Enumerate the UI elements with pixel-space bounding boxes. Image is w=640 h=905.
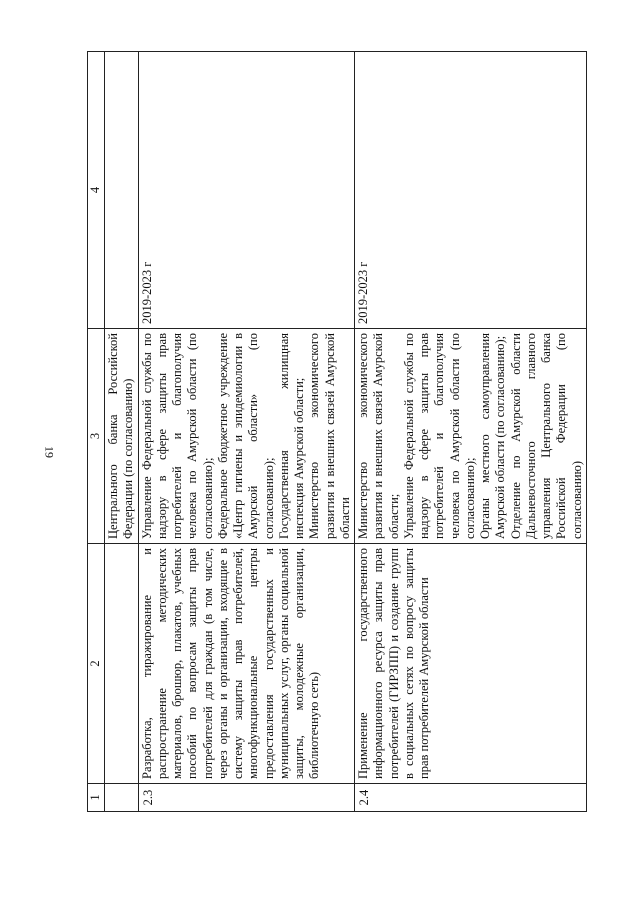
header-col-4: 4 [88,52,105,329]
executor-line: Управление Федеральной службы по надзору в сфере защиты прав потребителей и благополучия человека по Амурской области (по согласованию); [401,333,477,539]
row-number [105,784,139,812]
executor-line: Органы местного самоуправления Амурской области (по согласованию); [478,333,508,539]
executor-line: Управление Федеральной службы по надзору в сфере защиты прав потребителей и благополучия человека по Амурской области (по согласованию); [139,333,215,539]
term-cell [105,52,139,329]
executor-line: Государственная жилищная инспекция Амурской области; [276,333,306,539]
table-row [138,52,355,812]
executor-line: Отделение по Амурской области Дальневосточного главного управления Центрального банка Российской Федерации (по согласованию) [508,333,584,539]
executor-line: Министерство экономического развития и внешних связей Амурской области [307,333,352,539]
header-row [88,52,105,812]
header-col-3: 3 [88,329,105,544]
measure-cell [105,544,139,784]
executor-line: Федеральное бюджетное учреждение «Центр гигиены и эпидемиологии в Амурской области» (по согласованию); [215,333,276,539]
executors-cell [355,329,587,544]
header-col-2: 2 [88,544,105,784]
executors-cell [138,329,355,544]
executors-cell [105,329,139,544]
term-cell: 2019-2023 г [138,52,355,329]
term-cell: 2019-2023 г [355,52,587,329]
header-col-1: 1 [88,784,105,812]
executor-line: Центрального банка Российской Федерации (по согласованию) [106,333,136,539]
executor-line: Министерство экономического развития и внешних связей Амурской области; [356,333,401,539]
table-row [105,52,139,812]
row-number: 2.4 [355,784,587,812]
table-row [355,52,587,812]
rotated-table-wrapper [87,52,584,812]
measure-cell: Применение государственного информационного ресурса защиты прав потребителей (ГИРЗПП) и создание групп в социальных сетях по вопросу защиты прав потребителей Амурской области [355,544,587,784]
row-number: 2.3 [138,784,355,812]
page-number: 19 [42,446,57,458]
measures-table [87,51,587,812]
measure-cell: Разработка, тиражирование и распространение методических материалов, брошюр, плакатов, учебных пособий по вопросам защиты прав потребителей для граждан (в том числе, через органы и организации, входящие в систему защиты прав потребителей, многофункциональные центры предоставления государственных и муниципальных услуг, органы социальной защиты, молодежные организации, библиотечную сеть) [138,544,355,784]
